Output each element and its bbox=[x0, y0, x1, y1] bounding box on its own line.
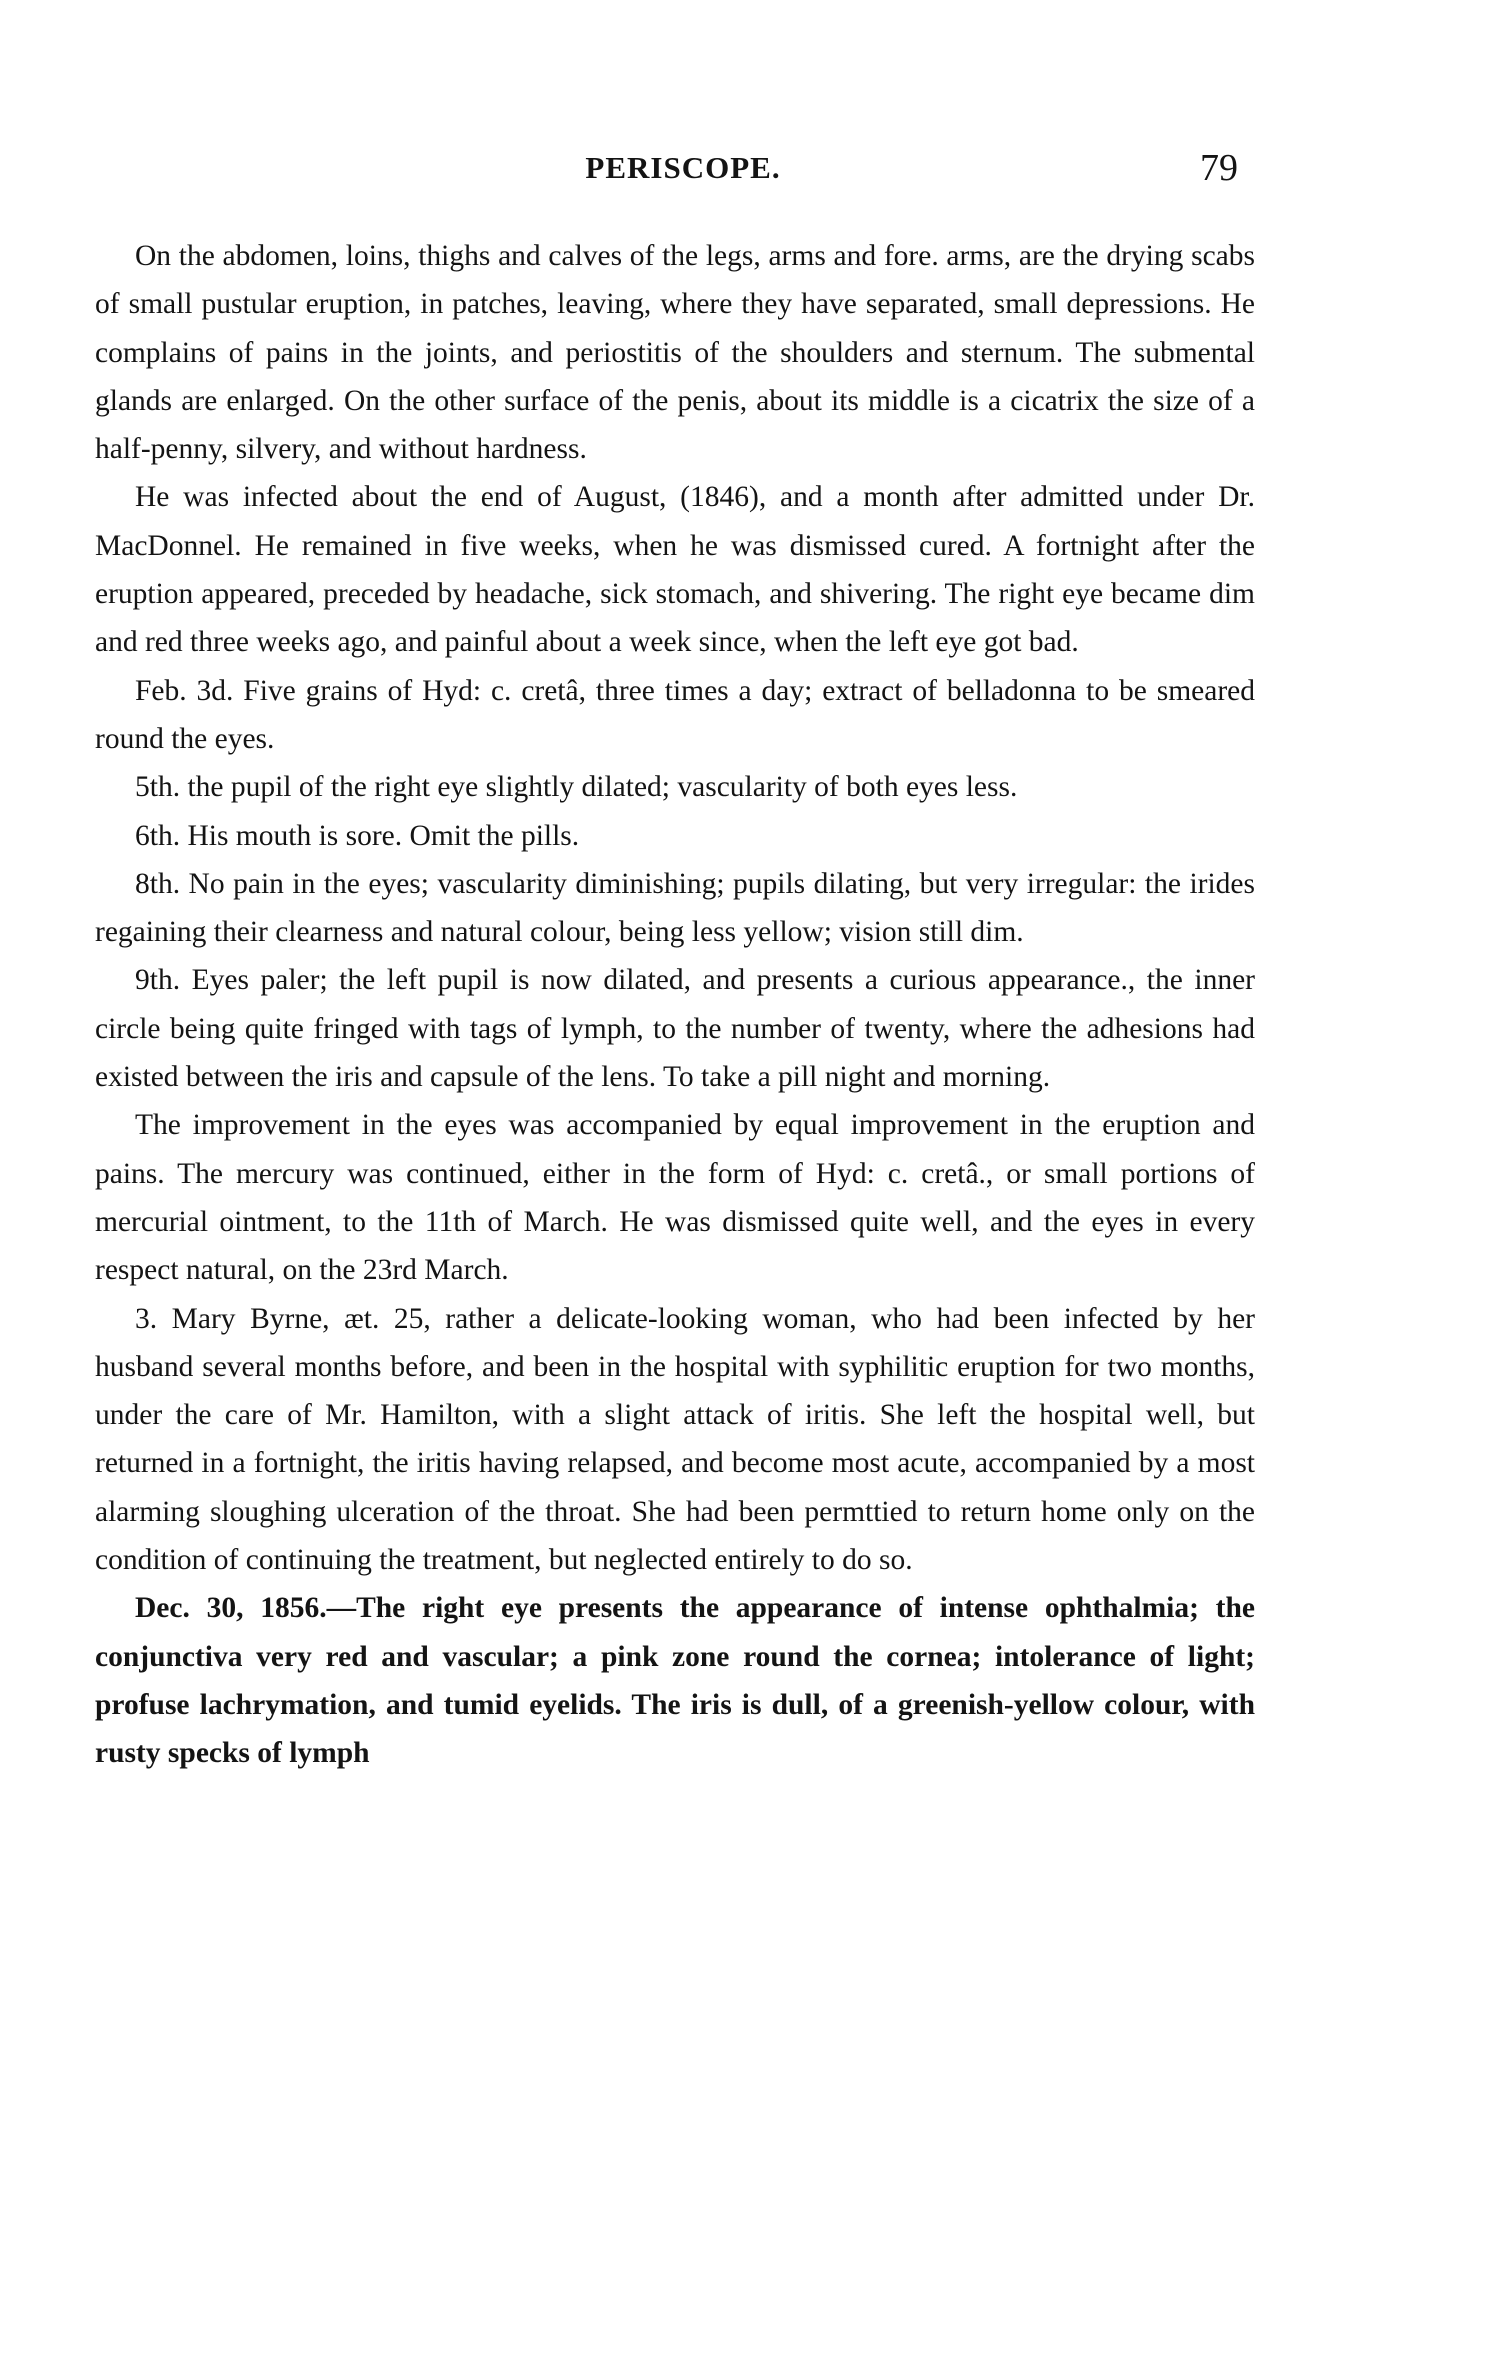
page-title: PERISCOPE. bbox=[585, 150, 781, 185]
paragraph-6th: 6th. His mouth is sore. Omit the pills. bbox=[135, 819, 580, 852]
paragraph-improvement: The improvement in the eyes was accompanied by equal improvement in the eruption and pains. The mercury was continued, either in the form of Hyd: c. cretâ., or small portions of mercurial ointment, to the 11th of March. He was dismissed quite well, and the eyes in every respect natural, on the 23rd March. bbox=[95, 1109, 1255, 1287]
paragraph-case-3: 3. Mary Byrne, æt. 25, rather a delicate-looking woman, who had been infected by her husband several months before, and been in the hospital with syphilitic eruption for two months, under the care of Mr. Hamilton, with a slight attack of iritis. She left the hospital well, but returned in a fortnight, the iritis having relapsed, and become most acute, accompanied by a most alarming sloughing ulceration of the throat. She had been permttied to return home only on the condition of continuing the treatment, but neglected entirely to do so. bbox=[95, 1302, 1255, 1577]
paragraph-9th: 9th. Eyes paler; the left pupil is now dilated, and presents a curious appearance., the inner circle being quite fringed with tags of lymph, to the number of twenty, where the adhesions had existed between the iris and capsule of the lens. To take a pill night and morning. bbox=[95, 964, 1255, 1094]
paragraph-dec-30: Dec. 30, 1856.—The right eye presents the appearance of intense ophthalmia; the conjunctiva very red and vascular; a pink zone round the cornea; intolerance of light; profuse lachrymation, and tumid eyelids. The iris is dull, of a greenish-yellow colour, with rusty specks of lymph bbox=[95, 1592, 1255, 1770]
paragraph-5th: 5th. the pupil of the right eye slightly dilated; vascularity of both eyes less. bbox=[135, 771, 1018, 804]
paragraph-abdomen-exam: On the abdomen, loins, thighs and calves of the legs, arms and fore. arms, are the drying scabs of small pustular eruption, in patches, leaving, where they have separated, small depressions. He complains of pains in the joints, and periostitis of the shoulders and sternum. The submental glands are enlarged. On the other surface of the penis, about its middle is a cicatrix the size of a half-penny, silvery, and without hardness. bbox=[95, 240, 1255, 466]
running-header bbox=[128, 147, 1238, 200]
paragraph-8th: 8th. No pain in the eyes; vascularity diminishing; pupils dilating, but very irregular: the irides regaining their clearness and natural colour, being less yellow; vision still dim. bbox=[95, 867, 1255, 949]
paragraph-feb-3: Feb. 3d. Five grains of Hyd: c. cretâ, three times a day; extract of belladonna to be smeared round the eyes. bbox=[95, 674, 1255, 755]
page-number: 79 bbox=[1200, 147, 1238, 189]
body-text bbox=[95, 232, 1255, 1778]
paragraph-history: He was infected about the end of August, (1846), and a month after admitted under Dr. MacDonnel. He remained in five weeks, when he was dismissed cured. A fortnight after the eruption appeared, preceded by headache, sick stomach, and shivering. The right eye became dim and red three weeks ago, and painful about a week since, when the left eye got bad. bbox=[95, 481, 1255, 659]
